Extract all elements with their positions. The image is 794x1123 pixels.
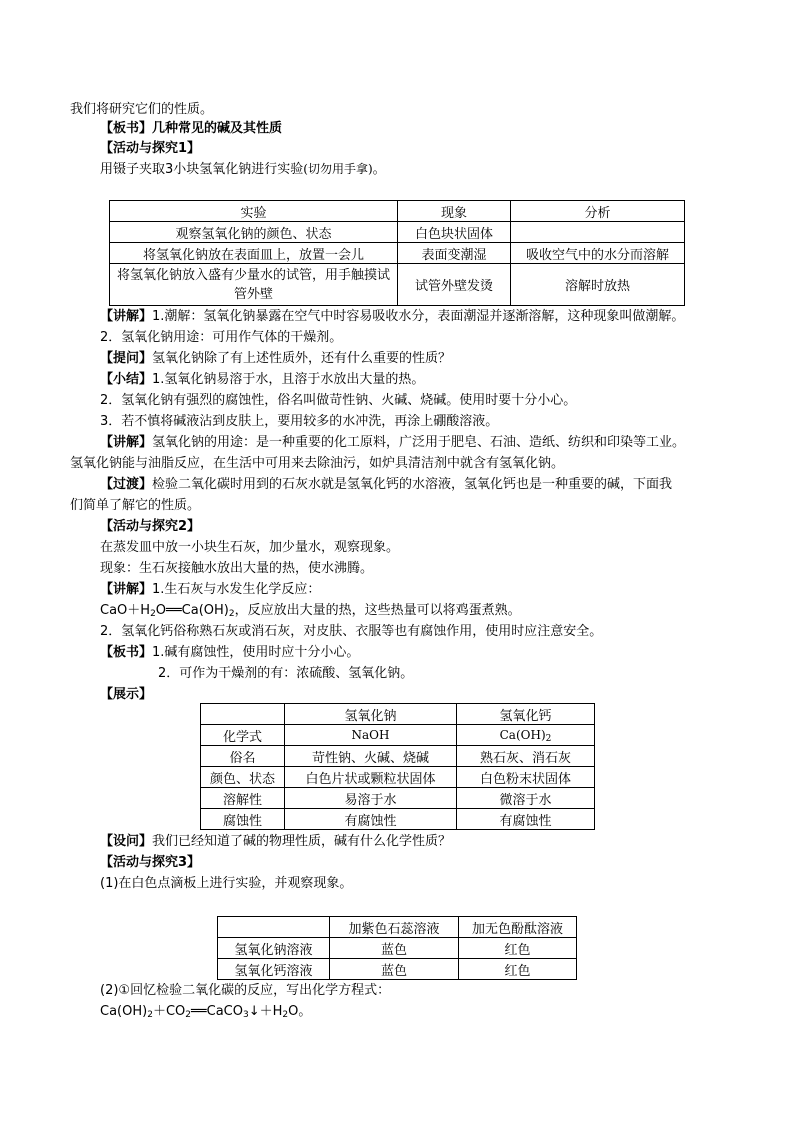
table-cell: 将氢氧化钠放入盛有少量水的试管，用手触摸试管外壁 [110, 264, 398, 306]
line-text: 氢氧化钠的用途：是一种重要的化工原料，广泛用于肥皂、石油、造纸、纺织和印染等工业。 [152, 435, 686, 450]
text-line [100, 832, 451, 851]
section-tag: 【活动与探究2】 [100, 519, 201, 534]
table-cell: 白色块状固体 [398, 222, 511, 243]
text-line: 氢氧化钠能与油脂反应，在生活中可用来去除油污，如炉具清洁剂中就含有氢氧化钠。 [70, 456, 565, 471]
table-cell: 白色粉末状固体 [457, 767, 595, 788]
text-line [100, 119, 282, 138]
subscript: 2 [185, 1010, 191, 1020]
comparison-table [200, 703, 595, 830]
table-header: 氢氧化钙 [457, 704, 595, 725]
eq-part: ＋CO [152, 1004, 186, 1019]
line-text: 我们已经知道了碱的物理性质，碱有什么化学性质？ [152, 834, 452, 849]
table-header [201, 704, 285, 725]
table-cell: 有腐蚀性 [457, 809, 595, 830]
eq-part: ══CaCO [190, 1004, 243, 1019]
table-cell [457, 725, 595, 746]
table-header: 实验 [110, 201, 398, 222]
text-line: 在蒸发皿中放一小块生石灰，加少量水，观察现象。 [100, 540, 400, 555]
line-text: 1.氢氧化钠易溶于水，且溶于水放出大量的热。 [152, 372, 425, 387]
subscript: 2 [228, 609, 235, 619]
section-tag: 【展示】 [100, 687, 153, 702]
section-tag: 【过渡】 [100, 477, 153, 492]
experiment-table-1 [109, 200, 685, 306]
text-line [100, 307, 684, 326]
table-cell: 氢氧化钠溶液 [218, 938, 330, 959]
text-line [100, 433, 685, 452]
text-line: 3．若不慎将碱液沾到皮肤上，要用较多的水冲洗，再涂上硼酸溶液。 [100, 414, 499, 429]
table-header: 分析 [511, 201, 685, 222]
table-header: 加紫色石蕊溶液 [330, 917, 459, 938]
eq-part: Ca(OH) [100, 1004, 148, 1019]
chemical-equation [100, 601, 521, 620]
table-header: 现象 [398, 201, 511, 222]
table-cell: 观察氢氧化钠的颜色、状态 [110, 222, 398, 243]
table-cell: 溶解时放热 [511, 264, 685, 306]
table-cell: 表面变潮湿 [398, 243, 511, 264]
table-header [218, 917, 330, 938]
text-line: (1)在白色点滴板上进行实验，并观察现象。 [100, 876, 353, 891]
section-text: 几种常见的碱及其性质 [152, 121, 283, 136]
table-cell: 将氢氧化钠放在表面皿上，放置一会儿 [110, 243, 398, 264]
eq-part: ，反应放出大量的热，这些热量可以将鸡蛋煮熟。 [234, 603, 521, 618]
subscript: 3 [243, 1010, 249, 1020]
line-text: 检验二氧化碳时用到的石灰水就是氢氧化钙的水溶液，氢氧化钙也是一种重要的碱，下面我 [152, 477, 673, 492]
table-cell: 苛性钠、火碱、烧碱 [285, 746, 457, 767]
text-line: 现象：生石灰接触水放出大量的热，使水沸腾。 [100, 561, 374, 576]
table-header: 加无色酚酞溶液 [459, 917, 577, 938]
table-cell: 氢氧化钙溶液 [218, 959, 330, 980]
text-line: (2)①回忆检验二氧化碳的反应，写出化学方程式： [100, 983, 391, 998]
section-tag: 【讲解】 [100, 435, 153, 450]
subscript: 2 [545, 734, 552, 744]
formula: Ca(OH) [499, 728, 546, 742]
section-tag: 【讲解】 [100, 582, 153, 597]
section-tag: 【设问】 [100, 834, 153, 849]
table-cell: 易溶于水 [285, 788, 457, 809]
table-header: 氢氧化钠 [285, 704, 457, 725]
table-cell: 微溶于水 [457, 788, 595, 809]
table-cell: 试管外壁发烫 [398, 264, 511, 306]
section-tag: 【小结】 [100, 372, 153, 387]
text-line [100, 370, 424, 389]
table-cell: 蓝色 [330, 938, 459, 959]
text-line [100, 580, 320, 599]
text-line: 我们将研究它们的性质。 [70, 102, 214, 117]
text-line [100, 643, 359, 662]
line-text: 1.生石灰与水发生化学反应： [152, 582, 321, 597]
eq-part: ↓＋H [248, 1004, 283, 1019]
line-end: 。 [372, 162, 386, 177]
table-cell: 白色片状或颗粒状固体 [285, 767, 457, 788]
text-line [100, 349, 451, 368]
text-line: 们简单了解它的性质。 [70, 498, 201, 513]
subscript: 2 [150, 609, 156, 619]
table-cell: 蓝色 [330, 959, 459, 980]
table-cell: 俗名 [201, 746, 285, 767]
eq-part: O══Ca(OH) [155, 603, 229, 618]
line-text: 用镊子夹取3小块氢氧化钠进行实验 [100, 162, 304, 177]
table-cell: NaOH [285, 725, 457, 746]
section-tag: 【板书】 [100, 121, 153, 136]
subscript: 2 [282, 1010, 289, 1020]
text-line: 2．氢氧化钠有强烈的腐蚀性，俗名叫做苛性钠、火碱、烧碱。使用时要十分小心。 [100, 393, 577, 408]
text-line: 2．可作为干燥剂的有：浓硫酸、氢氧化钠。 [158, 666, 414, 681]
line-text: 氢氧化钠除了有上述性质外，还有什么重要的性质？ [152, 351, 452, 366]
text-line: 2．氢氧化钙俗称熟石灰或消石灰，对皮肤、衣服等也有腐蚀作用，使用时应注意安全。 [100, 624, 603, 639]
table-cell: 化学式 [201, 725, 285, 746]
table-cell: 熟石灰、消石灰 [457, 746, 595, 767]
chemical-equation [100, 1002, 311, 1021]
table-cell: 溶解性 [201, 788, 285, 809]
text-line: 2．氢氧化钠用途：可用作气体的干燥剂。 [100, 330, 343, 345]
section-tag: 【提问】 [100, 351, 153, 366]
table-cell: 腐蚀性 [201, 809, 285, 830]
table-cell: 颜色、状态 [201, 767, 285, 788]
subscript: 2 [147, 1010, 153, 1020]
line-text: 1.潮解：氢氧化钠暴露在空气中时容易吸收水分，表面潮湿并逐渐溶解，这种现象叫做潮解。 [152, 309, 685, 324]
table-cell: 有腐蚀性 [285, 809, 457, 830]
eq-part: O。 [288, 1004, 312, 1019]
indicator-table [217, 916, 577, 980]
text-line [100, 475, 672, 494]
table-cell: 吸收空气中的水分而溶解 [511, 243, 685, 264]
section-tag: 【讲解】 [100, 309, 153, 324]
section-tag: 【板书】 [100, 645, 153, 660]
table-cell: 红色 [459, 938, 577, 959]
line-note: (切勿用手拿) [303, 162, 373, 176]
line-text: 1.碱有腐蚀性，使用时应十分小心。 [152, 645, 360, 660]
table-cell: 红色 [459, 959, 577, 980]
eq-part: CaO＋H [100, 603, 151, 618]
table-cell [511, 222, 685, 243]
section-tag: 【活动与探究1】 [100, 141, 201, 156]
section-tag: 【活动与探究3】 [100, 855, 201, 870]
text-line [100, 160, 386, 179]
